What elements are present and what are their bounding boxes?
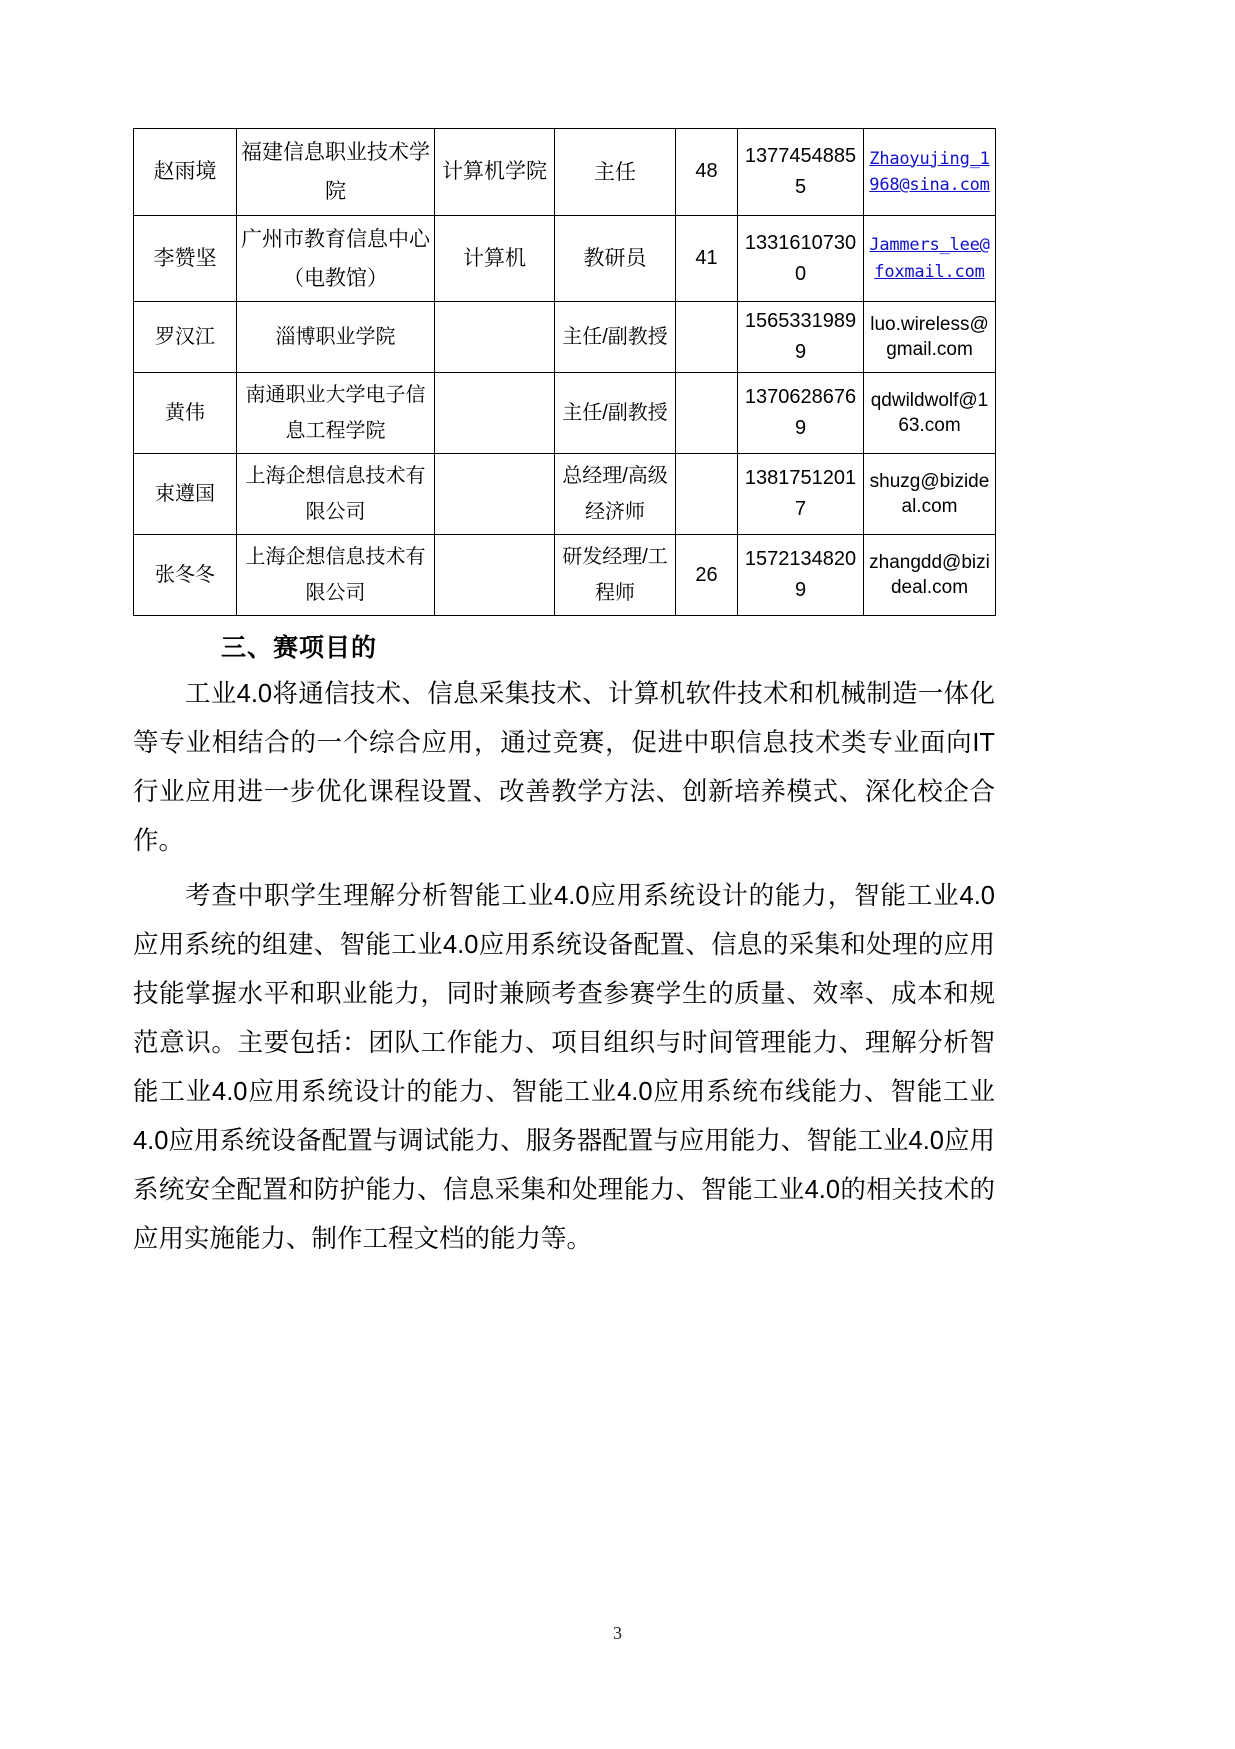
page-number: 3 xyxy=(613,1623,622,1643)
table-row xyxy=(134,454,996,535)
cell-title: 研发经理/工程师 xyxy=(555,535,676,616)
cell-phone: 13706286769 xyxy=(738,373,864,454)
cell-name: 李赞坚 xyxy=(134,215,237,302)
table-row xyxy=(134,302,996,373)
cell-age: 26 xyxy=(676,535,738,616)
table-row xyxy=(134,129,996,216)
cell-phone: 15721348209 xyxy=(738,535,864,616)
cell-org: 淄博职业学院 xyxy=(237,302,435,373)
cell-age: 48 xyxy=(676,129,738,216)
cell-title: 主任 xyxy=(555,129,676,216)
cell-dept xyxy=(435,373,555,454)
cell-phone: 13817512017 xyxy=(738,454,864,535)
cell-dept xyxy=(435,454,555,535)
cell-age: 41 xyxy=(676,215,738,302)
cell-phone: 13774548855 xyxy=(738,129,864,216)
cell-title: 主任/副教授 xyxy=(555,373,676,454)
cell-title: 主任/副教授 xyxy=(555,302,676,373)
table-row xyxy=(134,373,996,454)
table-row xyxy=(134,535,996,616)
cell-email: qdwildwolf@163.com xyxy=(864,373,996,454)
cell-name: 黄伟 xyxy=(134,373,237,454)
cell-email[interactable] xyxy=(864,215,996,302)
table-row xyxy=(134,215,996,302)
cell-title: 教研员 xyxy=(555,215,676,302)
cell-email[interactable] xyxy=(864,129,996,216)
cell-name: 赵雨境 xyxy=(134,129,237,216)
section-paragraph-2: 考查中职学生理解分析智能工业4.0应用系统设计的能力，智能工业4.0应用系统的组建、智能工业4.0应用系统设备配置、信息的采集和处理的应用技能掌握水平和职业能力，同时兼顾考查参赛学生的质量、效率、成本和规范意识。主要包括：团队工作能力、项目组织与时间管理能力、理解分析智能工业4.0应用系统设计的能力、智能工业4.0应用系统布线能力、智能工业4.0应用系统设备配置与调试能力、服务器配置与应用能力、智能工业4.0应用系统安全配置和防护能力、信息采集和处理能力、智能工业4.0的相关技术的应用实施能力、制作工程文档的能力等。 xyxy=(133,882,995,1253)
experts-table xyxy=(133,128,996,616)
cell-email: shuzg@bizideal.com xyxy=(864,454,996,535)
cell-phone: 13316107300 xyxy=(738,215,864,302)
section-paragraph-1: 工业4.0将通信技术、信息采集技术、计算机软件技术和机械制造一体化等专业相结合的一个综合应用，通过竞赛，促进中职信息技术类专业面向IT行业应用进一步优化课程设置、改善教学方法、创新培养模式、深化校企合作。 xyxy=(133,680,995,856)
cell-email: zhangdd@bizideal.com xyxy=(864,535,996,616)
cell-org: 上海企想信息技术有限公司 xyxy=(237,535,435,616)
cell-name: 罗汉江 xyxy=(134,302,237,373)
cell-age xyxy=(676,373,738,454)
cell-org: 广州市教育信息中心（电教馆） xyxy=(237,215,435,302)
cell-name: 张冬冬 xyxy=(134,535,237,616)
email-link[interactable]: Zhaoyujing_1968@sina.com xyxy=(869,148,990,195)
cell-name: 束遵国 xyxy=(134,454,237,535)
cell-email: luo.wireless@gmail.com xyxy=(864,302,996,373)
cell-dept: 计算机 xyxy=(435,215,555,302)
cell-org: 南通职业大学电子信息工程学院 xyxy=(237,373,435,454)
cell-phone: 15653319899 xyxy=(738,302,864,373)
page-content xyxy=(133,128,995,1264)
cell-org: 上海企想信息技术有限公司 xyxy=(237,454,435,535)
cell-age xyxy=(676,302,738,373)
email-link[interactable]: Jammers_lee@foxmail.com xyxy=(869,235,990,282)
cell-dept xyxy=(435,302,555,373)
cell-dept xyxy=(435,535,555,616)
section-heading: 三、赛项目的 xyxy=(221,634,378,663)
cell-dept: 计算机学院 xyxy=(435,129,555,216)
cell-title: 总经理/高级经济师 xyxy=(555,454,676,535)
cell-org: 福建信息职业技术学院 xyxy=(237,129,435,216)
cell-age xyxy=(676,454,738,535)
